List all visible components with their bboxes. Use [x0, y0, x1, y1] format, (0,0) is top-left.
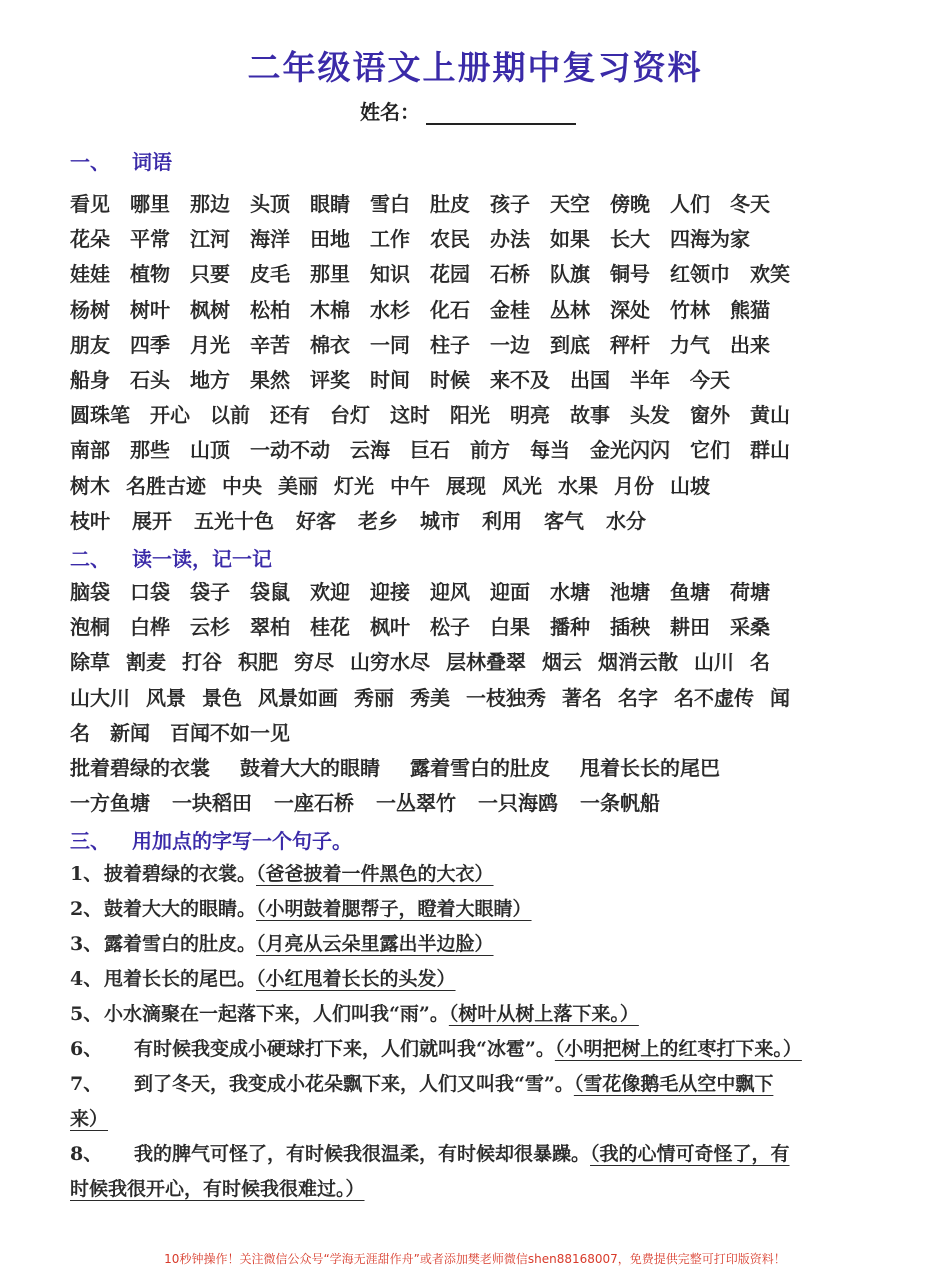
section2-row [70, 752, 900, 787]
section2-word: 一块稻田 [172, 791, 252, 816]
section1-word: 红领巾 [670, 262, 730, 287]
section1-word: 五光十色 [194, 508, 274, 533]
section1-word: 出国 [570, 368, 610, 392]
section1-word: 化石 [430, 297, 470, 322]
section1-word: 窗外 [690, 403, 730, 428]
section2-word: 翠柏 [250, 615, 290, 640]
sentence-number: 8、 [70, 1143, 103, 1165]
section2-word: 白桦 [130, 615, 170, 640]
section1-row [70, 188, 900, 223]
section2-word: 袋鼠 [250, 580, 290, 604]
section2-word: 除草 [70, 650, 110, 675]
section1-word: 头发 [630, 403, 670, 428]
section1-word: 老乡 [358, 508, 398, 533]
section2-word: 百闻不如一见 [170, 720, 290, 745]
section1-word: 中央 [222, 473, 262, 498]
section1-row [70, 364, 900, 399]
section1-row [70, 329, 900, 364]
section2-word: 新闻 [110, 720, 150, 745]
section1-word: 金光闪闪 [590, 438, 670, 463]
section1-word: 看见 [70, 192, 110, 216]
section1-word: 中午 [390, 473, 430, 498]
section2-word: 甩着长长的尾巴 [580, 756, 720, 780]
section2-word: 插秧 [610, 615, 650, 640]
section2-word: 荷塘 [730, 580, 770, 604]
section2-word: 风景如画 [258, 685, 338, 710]
section2-word: 山川 [694, 650, 734, 675]
section2-word: 烟云 [542, 650, 582, 675]
section2-word: 露着雪白的肚皮 [410, 756, 550, 780]
section1-word: 城市 [420, 508, 460, 533]
section1-word: 娃娃 [70, 262, 110, 287]
section1-row [70, 258, 900, 293]
section1-word: 那些 [130, 438, 170, 463]
section1-word: 木棉 [310, 297, 350, 322]
section1-row [70, 434, 900, 469]
section1-word: 展开 [132, 508, 172, 533]
section2-word: 脑袋 [70, 580, 110, 604]
section1-word: 铜号 [610, 262, 650, 287]
section2-word: 景色 [202, 685, 242, 710]
section1-word: 农民 [430, 227, 470, 252]
section1-word: 雪白 [370, 192, 410, 216]
section1-word: 田地 [310, 227, 350, 252]
sentence-number: 2、 [70, 898, 103, 920]
section2-word: 一条帆船 [580, 791, 660, 816]
section2-word: 一座石桥 [274, 791, 354, 816]
section1-word: 美丽 [278, 473, 318, 498]
section1-word: 人们 [670, 192, 710, 216]
section2-word: 迎接 [370, 580, 410, 604]
section2-word: 鱼塘 [670, 580, 710, 604]
section1-word: 队旗 [550, 262, 590, 287]
section2-row [70, 576, 900, 611]
section1-word: 巨石 [410, 438, 450, 463]
section1-word: 熊猫 [730, 297, 770, 322]
section1-row [70, 399, 900, 434]
section1-word: 如果 [550, 227, 590, 252]
section1-word: 松柏 [250, 297, 290, 322]
section1-word: 它们 [690, 438, 730, 463]
section1-word: 前方 [470, 438, 510, 463]
section2-word: 一只海鸥 [478, 791, 558, 816]
section1-word: 群山 [750, 438, 790, 463]
sentence-number: 4、 [70, 968, 103, 990]
section2-word: 池塘 [610, 580, 650, 604]
sentence-number: 3、 [70, 933, 103, 955]
section1-word: 一同 [370, 332, 410, 357]
section1-word: 明亮 [510, 403, 550, 428]
section1-word: 这时 [390, 403, 430, 428]
section2-word: 名不虚传 [674, 685, 754, 710]
sentence-item [70, 1032, 900, 1067]
section2-word: 打谷 [182, 650, 222, 675]
section1-word: 石头 [130, 368, 170, 392]
section1-word: 平常 [130, 227, 170, 252]
section1-word: 以前 [210, 403, 250, 428]
section1-word: 傍晚 [610, 192, 650, 216]
name-field [360, 96, 576, 125]
section1-word: 利用 [482, 508, 522, 533]
section3-title: 用加点的字写一个句子。 [132, 829, 352, 853]
sentence-text: 鼓着大大的眼睛。 [104, 898, 257, 920]
section1-word: 评奖 [310, 368, 350, 392]
section3-number: 三、 [70, 829, 110, 853]
section2-word: 欢迎 [310, 580, 350, 604]
section2-word: 名 [70, 720, 90, 745]
section1-word: 水果 [558, 473, 598, 498]
sentence-number: 6、 [70, 1038, 103, 1060]
section1-word: 只要 [190, 262, 230, 287]
section2-row [70, 646, 900, 681]
section1-word: 长大 [610, 227, 650, 252]
section1-word: 四海为家 [670, 227, 750, 252]
section1-word: 故事 [570, 403, 610, 428]
section1-word: 石桥 [490, 262, 530, 287]
section1-word: 风光 [502, 473, 542, 498]
sentence-text: 披着碧绿的衣裳。 [104, 863, 257, 885]
section1-word: 到底 [550, 332, 590, 357]
section1-word: 皮毛 [250, 262, 290, 287]
sentence-answer-continued: 时候我很开心，有时候我很难过。） [70, 1178, 365, 1200]
sentence-answer: （小明把树上的红枣打下来。） [554, 1038, 802, 1060]
section2-word: 桂花 [310, 615, 350, 640]
section1-word: 开心 [150, 403, 190, 428]
section1-word: 云海 [350, 438, 390, 463]
section1-word: 时候 [430, 368, 470, 392]
section2-word: 泡桐 [70, 615, 110, 640]
section1-word: 杨树 [70, 297, 110, 322]
section1-word: 枫树 [190, 297, 230, 322]
section1-word: 欢笑 [750, 262, 790, 287]
section2-title: 读一读，记一记 [132, 547, 272, 571]
section2-word: 割麦 [126, 650, 166, 675]
section2-word: 袋子 [190, 580, 230, 604]
section1-word: 每当 [530, 438, 570, 463]
sentence-item [70, 857, 900, 892]
section1-word: 一动不动 [250, 438, 330, 463]
section2-word: 迎面 [490, 580, 530, 604]
sentence-answer: （爸爸披着一件黑色的大衣） [256, 863, 494, 885]
section1-word: 花园 [430, 262, 470, 287]
section1-word: 灯光 [334, 473, 374, 498]
section2-word: 名 [750, 650, 770, 675]
sentence-answer-continued: 来） [70, 1108, 109, 1130]
sentence-answer: （雪花像鹅毛从空中飘下 [573, 1073, 774, 1095]
section1-word: 肚皮 [430, 192, 470, 216]
section1-word: 眼睛 [310, 192, 350, 216]
section1-word: 丛林 [550, 297, 590, 322]
section1-word: 冬天 [730, 192, 770, 216]
section1-word: 地方 [190, 368, 230, 392]
section1-word: 出来 [730, 332, 770, 357]
section1-word: 圆珠笔 [70, 403, 130, 428]
section1-word: 柱子 [430, 332, 470, 357]
sentence-item [70, 927, 900, 962]
section1-row [70, 505, 900, 540]
section2-word: 闻 [770, 685, 790, 710]
sentence-item [70, 997, 900, 1032]
section1-row [70, 223, 900, 258]
section1-word: 山坡 [670, 473, 710, 498]
section2-word: 松子 [430, 615, 470, 640]
section1-word: 四季 [130, 332, 170, 357]
sentence-answer: （我的心情可奇怪了，有 [590, 1143, 790, 1165]
sentence-text: 到了冬天，我变成小花朵飘下来，人们又叫我“雪”。 [134, 1073, 574, 1095]
section2-word: 耕田 [670, 615, 710, 640]
section2-word: 播种 [550, 615, 590, 640]
section1-word: 金桂 [490, 297, 530, 322]
sentence-answer: （月亮从云朵里露出半边脸） [256, 933, 494, 955]
section1-word: 工作 [370, 227, 410, 252]
section1-word: 孩子 [490, 192, 530, 216]
section2-word: 迎风 [430, 580, 470, 604]
name-blank-line [426, 103, 576, 125]
section2-word: 名字 [618, 685, 658, 710]
sentence-text: 有时候我变成小硬球打下来，人们就叫我“冰雹”。 [134, 1038, 555, 1060]
section2-row [70, 611, 900, 646]
section2-word: 一枝独秀 [466, 685, 546, 710]
sentence-answer: （小明鼓着腮帮子，瞪着大眼睛） [256, 898, 532, 920]
sentence-number: 7、 [70, 1073, 103, 1095]
section2-word: 风景 [146, 685, 186, 710]
sentence-answer: （树叶从树上落下来。） [448, 1003, 639, 1025]
section1-word: 客气 [544, 508, 584, 533]
footer-note: 10秒钟操作！关注微信公众号“学海无涯甜作舟”或者添加樊老师微信shen88168007，免费提供完整可打印版资料！ [164, 1252, 786, 1266]
sentence-text: 小水滴聚在一起落下来，人们叫我“雨”。 [104, 1003, 449, 1025]
section1-word: 台灯 [330, 403, 370, 428]
section1-word: 来不及 [490, 368, 550, 392]
section1-word: 植物 [130, 262, 170, 287]
sentence-text: 露着雪白的肚皮。 [104, 933, 257, 955]
section1-word: 哪里 [130, 192, 170, 216]
section1-word: 深处 [610, 297, 650, 322]
section1-word: 月光 [190, 332, 230, 357]
section1-word: 枝叶 [70, 508, 110, 533]
section2-word: 秀美 [410, 685, 450, 710]
section1-number: 一、 [70, 150, 110, 174]
section1-word: 树木 [70, 473, 110, 498]
section2-word: 层林叠翠 [446, 650, 526, 675]
section2-word: 白果 [490, 615, 530, 640]
section1-word: 办法 [490, 227, 530, 252]
section2-heading [70, 543, 272, 572]
section2-number: 二、 [70, 547, 110, 571]
section2-word: 一丛翠竹 [376, 791, 456, 816]
section1-word: 一边 [490, 332, 530, 357]
section2-word: 采桑 [730, 615, 770, 640]
section1-word: 江河 [190, 227, 230, 252]
section2-word: 穷尽 [294, 650, 334, 675]
section1-word: 天空 [550, 192, 590, 216]
section1-word: 好客 [296, 508, 336, 533]
section2-word: 烟消云散 [598, 650, 678, 675]
name-label: 姓名： [360, 100, 420, 124]
sentence-item [70, 1067, 900, 1102]
section1-word: 水杉 [370, 297, 410, 322]
sentence-number: 1、 [70, 863, 103, 885]
section2-word: 山大川 [70, 685, 130, 710]
section1-word: 山顶 [190, 438, 230, 463]
section1-word: 那里 [310, 262, 350, 287]
section1-word: 棉衣 [310, 332, 350, 357]
sentence-answer: （小红甩着长长的头发） [256, 968, 456, 990]
section1-word: 力气 [670, 332, 710, 357]
section1-word: 半年 [630, 368, 670, 392]
section1-word: 月份 [614, 473, 654, 498]
section1-row [70, 470, 900, 505]
section1-title: 词语 [132, 150, 172, 174]
section2-word: 积肥 [238, 650, 278, 675]
section1-word: 水分 [606, 508, 646, 533]
section2-word: 水塘 [550, 580, 590, 604]
section1-row [70, 294, 900, 329]
section1-word: 还有 [270, 403, 310, 428]
sentence-number: 5、 [70, 1003, 103, 1025]
section3-heading [70, 825, 352, 854]
sentence-item [70, 962, 900, 997]
sentence-continuation [70, 1102, 900, 1137]
sentence-text: 甩着长长的尾巴。 [104, 968, 257, 990]
section1-word: 南部 [70, 438, 110, 463]
section1-word: 名胜古迹 [126, 473, 206, 498]
section1-word: 竹林 [670, 297, 710, 322]
sentence-item [70, 1137, 900, 1172]
section1-word: 展现 [446, 473, 486, 498]
section1-word: 朋友 [70, 332, 110, 357]
section2-word: 枫叶 [370, 615, 410, 640]
section2-word: 批着碧绿的衣裳 [70, 756, 210, 780]
section2-word: 云杉 [190, 615, 230, 640]
section1-word: 树叶 [130, 297, 170, 322]
section1-word: 辛苦 [250, 332, 290, 357]
section1-word: 阳光 [450, 403, 490, 428]
section1-word: 今天 [690, 368, 730, 392]
section2-row [70, 682, 900, 717]
section2-word: 秀丽 [354, 685, 394, 710]
sentence-item [70, 892, 900, 927]
section1-word: 知识 [370, 262, 410, 287]
section1-word: 秤杆 [610, 332, 650, 357]
section2-word: 著名 [562, 685, 602, 710]
section2-word: 鼓着大大的眼睛 [240, 756, 380, 780]
section1-word: 头顶 [250, 192, 290, 216]
section1-word: 船身 [70, 368, 110, 392]
section1-word: 海洋 [250, 227, 290, 252]
section2-word: 一方鱼塘 [70, 791, 150, 816]
sentence-text: 我的脾气可怪了，有时候我很温柔，有时候却很暴躁。 [134, 1143, 591, 1165]
section1-word: 花朵 [70, 227, 110, 252]
section1-word: 黄山 [750, 403, 790, 428]
section2-word: 山穷水尽 [350, 650, 430, 675]
section1-word: 果然 [250, 368, 290, 392]
section2-row [70, 787, 900, 822]
section1-word: 时间 [370, 368, 410, 392]
section1-word: 那边 [190, 192, 230, 216]
section1-heading [70, 146, 172, 175]
sentence-continuation [70, 1172, 900, 1207]
page-title: 二年级语文上册期中复习资料 [247, 48, 703, 87]
section2-row [70, 717, 900, 752]
section2-word: 口袋 [130, 580, 170, 604]
